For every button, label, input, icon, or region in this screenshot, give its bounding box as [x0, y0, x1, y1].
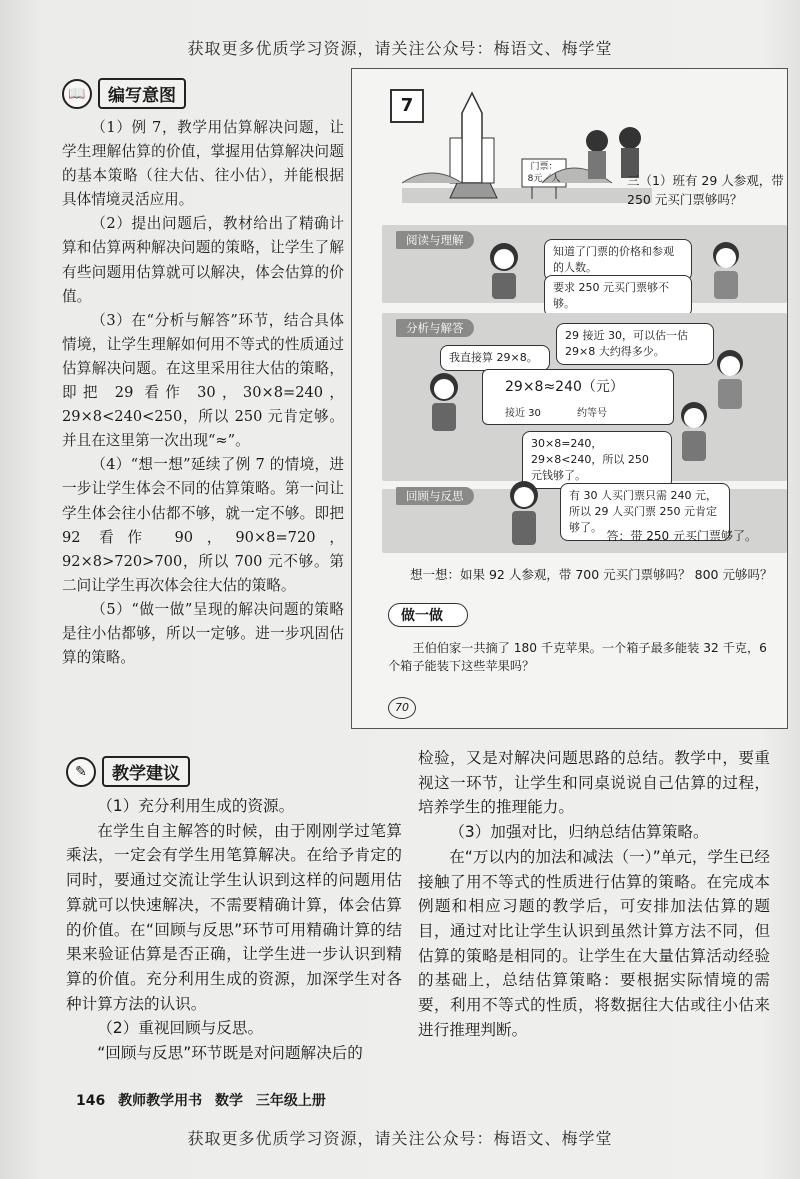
footer-grade: 三年级上册	[255, 1093, 326, 1109]
speech-bubble: 30×8=240，29×8<240，所以 250 元钱够了。	[522, 431, 672, 489]
textbook-excerpt	[351, 68, 788, 729]
top-banner: 获取更多优质学习资源，请关注公众号：梅语文、梅学堂	[187, 39, 613, 58]
speech-bubble: 知道了门票的价格和参观的人数。	[544, 239, 692, 281]
boy-illustration	[704, 239, 748, 301]
advice-paragraph: 在“万以内的加法和减法（一）”单元，学生已经接触了用不等式的性质进行估算的策略。在完成本例题和相应习题的教学后，可安排加法估算的题目，通过对比让学生认识到虽然计算方法不同，但估算的策略是相同的。让学生在大量估算活动经验的基础上，总结估算策略：要根据实际情境的需要，利用不等式的性质，将数据往大估或往小估来进行推理判断。	[418, 847, 770, 1039]
intent-heading	[62, 78, 186, 109]
museum-scene-illustration	[402, 83, 652, 203]
example-problem: 三（1）班有 29 人参观，带 250 元买门票够吗？	[627, 173, 784, 207]
calculation-box	[482, 369, 674, 425]
speech-bubble: 我直接算 29×8。	[440, 345, 550, 371]
read-understand-tag: 阅读与理解	[396, 231, 474, 249]
ticket-sign-line: 门票：	[530, 162, 558, 172]
intent-body	[62, 116, 344, 670]
intent-paragraph: （1）例 7，教学用估算解决问题，让学生理解估算的价值，掌握用估算解决问题的基本策略（往大估、往小估），并能根据具体情境灵活应用。	[62, 119, 344, 209]
speech-bubble: 29 接近 30，可以估一估 29×8 大约得多少。	[556, 323, 714, 365]
girl-illustration	[502, 477, 546, 547]
intent-paragraph: （4）“想一想”延续了例 7 的情境，进一步让学生体会不同的估算策略。第一问让学生体会往小估都不够，就一定不够。即把 92 看作 90，90×8=720，92×8>720>700，所以 700 元不够。第二问让学生再次体会往大估的策略。	[62, 456, 344, 594]
example-number-badge: 7	[390, 89, 424, 123]
calc-note: 接近 30	[505, 408, 541, 419]
intent-heading-label: 编写意图	[98, 78, 186, 109]
advice-right-column	[418, 746, 770, 1042]
ticket-sign-line: 8元／人	[527, 174, 561, 184]
calculation: 29×8≈240（元）	[505, 379, 624, 395]
advice-paragraph: “回顾与反思”环节既是对问题解决后的	[97, 1044, 363, 1063]
advice-heading	[66, 756, 190, 787]
footer-page-number: 146	[76, 1093, 106, 1109]
advice-paragraph: （3）加强对比，归纳总结估算策略。	[449, 823, 709, 842]
boy-illustration	[674, 399, 714, 463]
intent-paragraph: （5）“做一做”呈现的解决问题的策略是往小估都够，所以一定够。进一步巩固估算的策略。	[62, 600, 344, 667]
advice-paragraph: 在学生自主解答的时候，由于刚刚学过笔算乘法，一定会有学生用笔算解决。在给予肯定的同时，要通过交流让学生认识到这样的问题用估算就可以快速解决，不需要精确计算，体会估算的价值。在“回顾与反思”环节可用精确计算的结果来验证估算是否正确，让学生进一步认识到精算的价值。充分利用生成的资源，加深学生对各种计算方法的认识。	[66, 821, 402, 1013]
advice-paragraph: （1）充分利用生成的资源。	[97, 797, 295, 815]
advice-paragraph: （2）重视回顾与反思。	[97, 1019, 264, 1038]
do-it-problem: 王伯伯家一共摘了 180 千克苹果。一个箱子最多能装 32 千克，6 个箱子能装下这些苹果吗？	[388, 641, 767, 673]
answer: 答：带 250 元买门票够了。	[606, 529, 757, 543]
page-footer	[76, 1090, 334, 1110]
girl-illustration	[422, 369, 466, 433]
analyze-solve-tag: 分析与解答	[396, 319, 474, 337]
speech-bubble: 有 30 人买门票只需 240 元，所以 29 人买门票 250 元肯定够了。	[560, 483, 730, 541]
advice-paragraph: 检验，又是对解决问题思路的总结。教学中，要重视这一环节，让学生和同桌说说自己估算的过程，培养学生的推理能力。	[418, 749, 770, 817]
bottom-banner: 获取更多优质学习资源，请关注公众号：梅语文、梅学堂	[187, 1129, 613, 1148]
calc-note: 约等号	[577, 408, 607, 419]
advice-heading-label: 教学建议	[102, 756, 190, 787]
boy-illustration	[708, 347, 752, 411]
footer-book-title: 教师教学用书	[118, 1093, 203, 1109]
advice-left-column	[66, 794, 402, 1066]
lightbulb-icon: ✎	[66, 757, 96, 787]
footer-subject: 数学	[214, 1093, 243, 1109]
girl-illustration	[482, 239, 526, 301]
ticket-sign	[522, 161, 566, 185]
think-question: 想一想：如果 92 人参观，带 700 元买门票够吗？ 800 元够吗？	[410, 567, 773, 582]
intent-paragraph: （3）在“分析与解答”环节，结合具体情境，让学生理解如何用不等式的性质通过估算解决问题。在这里采用往大估的策略，即把 29 看作 30，30×8=240，29×8<240<250，所以 250 元肯定够。并且在这里第一次出现“≈”。	[62, 311, 344, 450]
intent-paragraph: （2）提出问题后，教材给出了精确计算和估算两种解决问题的策略，让学生了解有些问题用估算就可以解决，体会估算的价值。	[62, 215, 344, 305]
speech-bubble: 要求 250 元买门票够不够。	[544, 275, 692, 317]
do-it-label: 做一做	[388, 603, 468, 627]
book-icon: 📖	[62, 79, 92, 109]
textbook-page-number: 70	[388, 697, 416, 719]
review-reflect-tag: 回顾与反思	[396, 487, 474, 505]
